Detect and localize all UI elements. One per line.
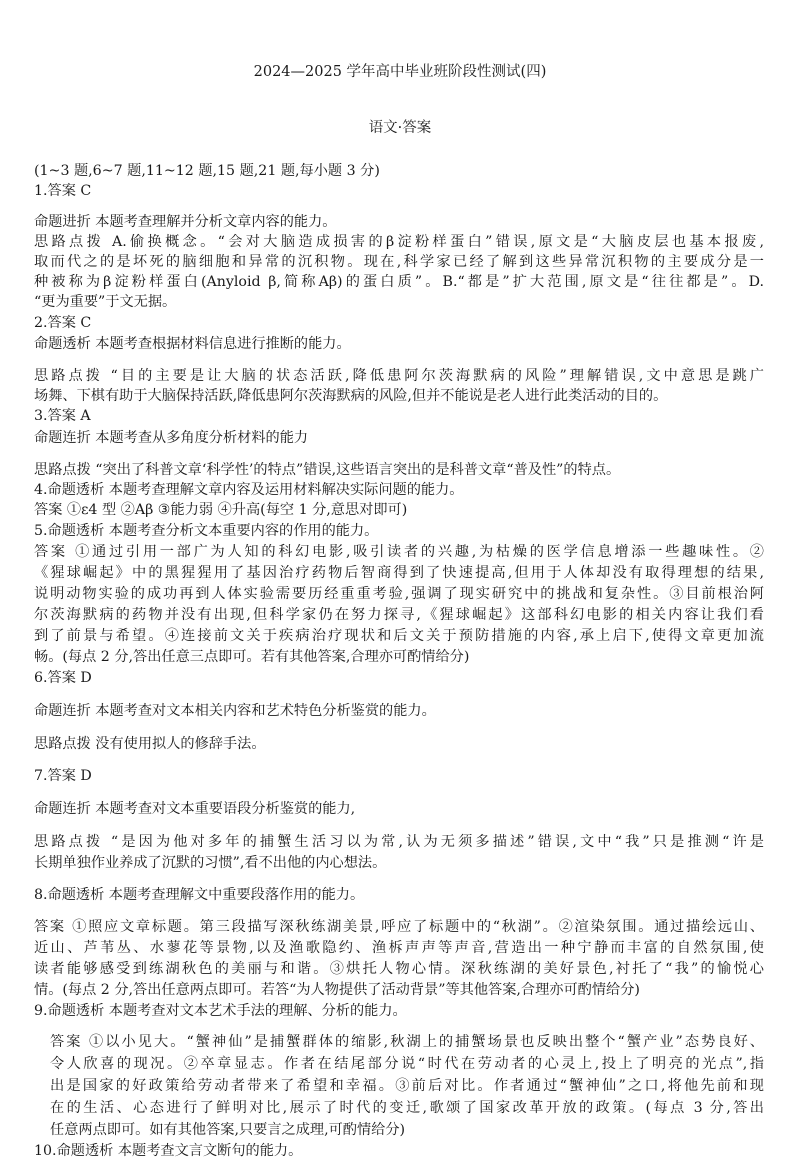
answer-line: 出是国家的好政策给劳动者带来了希望和幸福。③前后对比。作者通过“蟹神仙”之口,将他先前和现 [50,1078,764,1094]
answer-line: 答案 ①以小见大。“蟹神仙”是捕蟹群体的缩影,秋湖上的捕蟹场景也反映出整个“蟹产业”态势良好、 [50,1034,764,1050]
answer-line: 尔茨海默病的药物并没有出现,但科学家仍在努力探寻,《猩球崛起》这部科幻电影的相关内容让我们看 [34,607,764,623]
answer-line: 思路点拨 A.偷换概念。“会对大脑造成损害的β淀粉样蛋白”错误,原文是“大脑皮层也基本报废, [34,234,764,250]
exam-title: 2024—2025 学年高中毕业班阶段性测试(四) [253,64,547,80]
answer-line: 令人欣喜的现况。②卒章显志。作者在结尾部分说“时代在劳动者的心灵上,投上了明亮的光点”,指 [50,1056,764,1072]
answer-line: 命题连折 本题考查从多角度分析材料的能力 [34,430,309,446]
answer-line: 思路点拨 “突出了科普文章‘科学性’的特点”错误,这些语言突出的是科普文章“普及性”的特点。 [34,462,621,478]
scoring-note: (1~3 题,6~7 题,11~12 题,15 题,21 题,每小题 3 分) [34,163,380,179]
answer-line: 命题透析 本题考查根据材料信息进行推断的能力。 [34,336,351,352]
answer-line: 3.答案 A [34,408,91,424]
answer-line: 命题连折 本题考查对文本相关内容和艺术特色分析鉴赏的能力。 [34,703,436,719]
answer-line: “更为重要”于文无据。 [34,294,177,310]
answer-line: 场舞、下棋有助于大脑保持活跃,降低患阿尔茨海默病的风险,但并不能说是老人进行此类活动的目的。 [34,388,668,404]
answer-line: 4.命题透析 本题考查理解文章内容及运用材料解决实际问题的能力。 [34,482,464,498]
answer-line: 近山、芦苇丛、水蓼花等景物,以及渔歌隐约、渔柝声声等声音,营造出一种宁静而丰富的自然氛围,使 [34,940,764,956]
answer-line: 在的生活、心态进行了鲜明对比,展示了时代的变迁,歌颂了国家改革开放的政策。(每点 3 分,答出 [50,1100,764,1116]
answer-line: 答案 ①通过引用一部广为人知的科幻电影,吸引读者的兴趣,为枯燥的医学信息增添一些趣味性。② [34,544,764,560]
answer-line: 取而代之的是坏死的脑细胞和异常的沉积物。现在,科学家已经了解到这些异常沉积物的主要成分是一 [34,254,764,270]
answer-line: 10.命题透析 本题考查文言文断句的能力。 [34,1143,303,1159]
answer-line: 6.答案 D [34,670,92,686]
answer-line: 1.答案 C [34,183,92,199]
answer-line: 长期单独作业养成了沉默的习惯”,看不出他的内心想法。 [34,855,387,871]
answer-line: 思路点拨 “目的主要是让大脑的状态活跃,降低患阿尔茨海默病的风险”理解错误,文中意思是跳广 [34,368,764,384]
answer-line: 《猩球崛起》中的黑猩猩用了基因治疗药物后智商得到了快速提高,但用于人体却没有取得理想的结果, [34,565,764,581]
answer-line: 畅。(每点 2 分,答出任意三点即可。若有其他答案,合理亦可酌情给分) [34,649,470,665]
answer-line: 7.答案 D [34,768,92,784]
answer-line: 答案 ①照应文章标题。第三段描写深秋练湖美景,呼应了标题中的“秋湖”。②渲染氛围。通过描绘远山、 [34,919,764,935]
answer-line: 5.命题透析 本题考查分析文本重要内容的作用的能力。 [34,523,379,539]
answer-line: 思路点拨 “是因为他对多年的捕蟹生活习以为常,认为无须多描述”错误,文中“我”只是推测“许是 [34,834,764,850]
answer-line: 思路点拨 没有使用拟人的修辞手法。 [34,736,266,752]
answer-line: 8.命题透析 本题考查理解文中重要段落作用的能力。 [34,887,365,903]
answer-line: 命题连折 本题考查对文本重要语段分析鉴赏的能力, [34,801,356,817]
answer-line: 2.答案 C [34,315,92,331]
answer-line: 9.命题透析 本题考查对文本艺术手法的理解、分析的能力。 [34,1003,407,1019]
answer-line: 情。(每点 2 分,答出任意两点即可。若答“为人物提供了活动背景”等其他答案,合理亦可酌情给分) [34,982,640,998]
answer-line: 说明动物实验的成功再到人体实验需要历经重重考验,强调了现实研究中的挑战和复杂性。③目前根治阿 [34,586,764,602]
answer-line: 命题进折 本题考查理解并分析文章内容的能力。 [34,214,337,230]
answer-line: 种被称为β淀粉样蛋白(Anyloid β,简称Aβ)的蛋白质”。B.“都是”扩大范围,原文是“往往都是”。D. [34,274,764,290]
answer-line: 到了前景与希望。④连接前文关于疾病治疗现状和后文关于预防措施的内容,承上启下,使得文章更加流 [34,628,764,644]
answer-line: 答案 ①ε4 型 ②Aβ ③能力弱 ④升高(每空 1 分,意思对即可) [34,502,408,518]
subject-title: 语文·答案 [368,120,432,136]
answer-line: 读者能够感受到练湖秋色的美丽与和谐。③烘托人物心情。深秋练湖的美好景色,衬托了“我”的愉悦心 [34,961,764,977]
answer-line: 任意两点即可。如有其他答案,只要言之成理,可酌情给分) [50,1122,406,1138]
